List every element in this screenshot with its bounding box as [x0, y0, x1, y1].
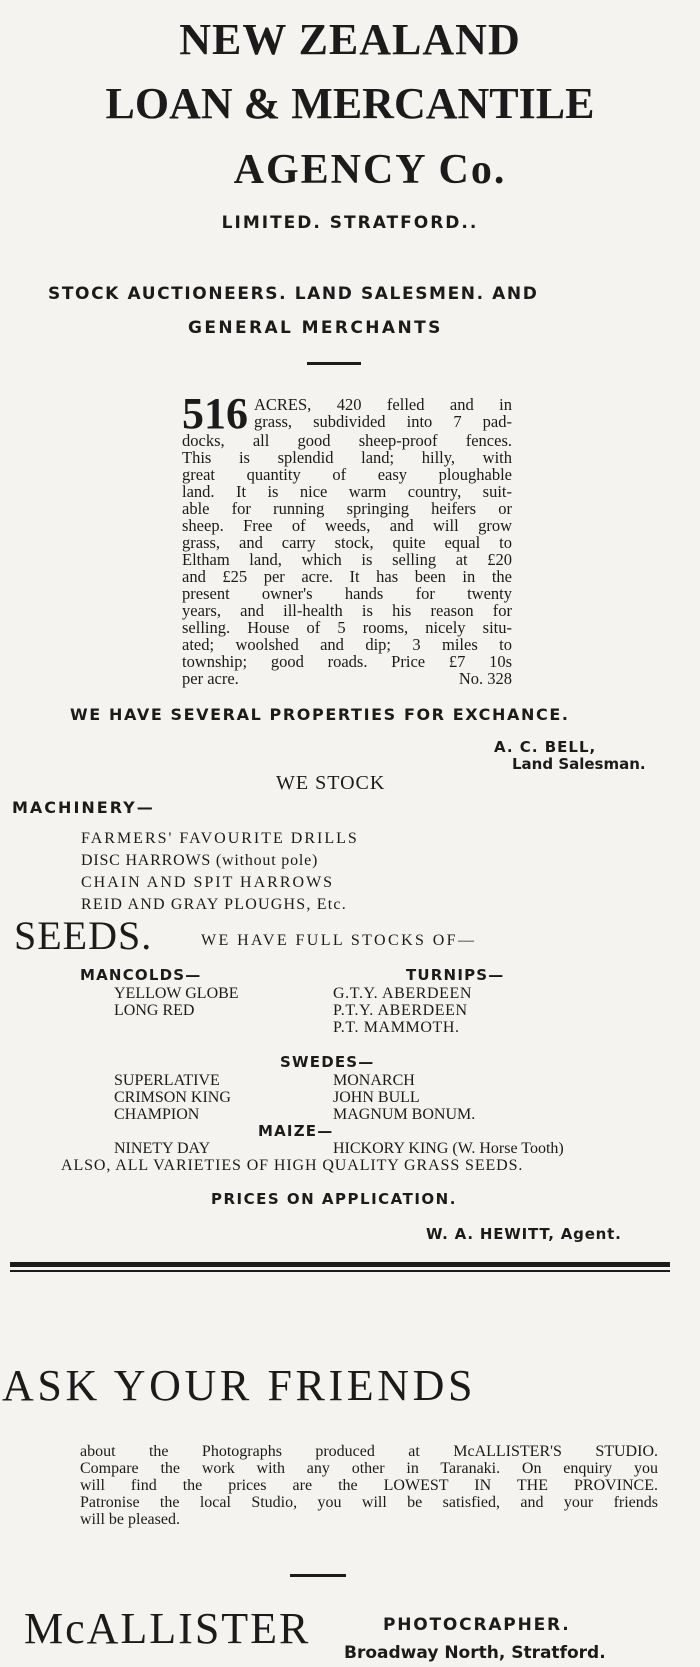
footer-studio-name: McALLISTER — [24, 1604, 311, 1653]
seeds-subheading: WE HAVE FULL STOCKS OF— — [201, 932, 477, 949]
short-rule-2 — [290, 1574, 346, 1577]
machinery-item: CHAIN AND SPIT HARROWS — [81, 874, 335, 891]
listing-number: No. 328 — [458, 669, 512, 688]
ask-line: will find the prices are the LOWEST IN THE PROVINCE. — [80, 1477, 658, 1494]
listing-line: docks, all good sheep-proof fences. — [182, 431, 512, 450]
machinery-item: FARMERS' FAVOURITE DRILLS — [81, 830, 359, 847]
listing-line: ated; woolshed and dip; 3 miles to — [182, 635, 512, 654]
title-line-2: LOAN & MERCANTILE — [105, 79, 595, 128]
exchange-notice: WE HAVE SEVERAL PROPERTIES FOR EXCHANCE. — [70, 705, 570, 724]
title-line-3: AGENCY Co. — [233, 147, 507, 193]
turnips-item: P.T. MAMMOTH. — [333, 1019, 460, 1036]
title-line-1: NEW ZEALAND — [179, 15, 521, 64]
swedes-heading: SWEDES— — [280, 1053, 375, 1071]
listing-line: land. It is nice warm country, suit- — [182, 482, 512, 501]
turnips-heading: TURNIPS— — [406, 966, 505, 984]
short-rule-1 — [307, 362, 361, 365]
listing-line: grass, subdivided into 7 pad- — [254, 412, 512, 431]
swedes-item: SUPERLATIVE — [114, 1072, 220, 1089]
listing-line: great quantity of easy ploughable — [182, 465, 512, 484]
agent-name: W. A. HEWITT, Agent. — [426, 1225, 622, 1243]
tagline-1: STOCK AUCTIONEERS. LAND SALESMEN. AND — [48, 284, 539, 304]
listing-line: ACRES, 420 felled and in — [254, 395, 512, 414]
listing-line: and £25 per acre. It has been in the — [182, 567, 512, 586]
salesman-title: Land Salesman. — [512, 755, 646, 773]
ask-line: will be pleased. — [80, 1511, 180, 1528]
maize-item: HICKORY KING (W. Horse Tooth) — [333, 1140, 564, 1157]
ask-line: Compare the work with any other in Taranaki. On enquiry you — [80, 1460, 658, 1477]
ask-line: Patronise the local Studio, you will be satisfied, and your friends — [80, 1494, 658, 1511]
machinery-item: REID AND GRAY PLOUGHS, Etc. — [81, 896, 347, 913]
listing-line: able for running springing heifers or — [182, 499, 512, 518]
footer-address: Broadway North, Stratford. — [344, 1643, 606, 1663]
mangolds-item: LONG RED — [114, 1002, 195, 1019]
listing-line: Eltham land, which is selling at £20 — [182, 550, 512, 569]
listing-line: selling. House of 5 rooms, nicely situ- — [182, 618, 512, 637]
listing-per-acre: per acre. — [182, 669, 239, 688]
seeds-heading: SEEDS. — [14, 913, 153, 958]
dropcap-acres: 516 — [182, 389, 248, 438]
mangolds-item: YELLOW GLOBE — [114, 985, 239, 1002]
grass-seeds-line: ALSO, ALL VARIETIES OF HIGH QUALITY GRASS SEEDS. — [61, 1157, 524, 1174]
property-listing — [182, 389, 512, 688]
subtitle: LIMITED. STRATFORD.. — [221, 213, 479, 233]
swedes-item: MAGNUM BONUM. — [333, 1106, 476, 1123]
maize-item: NINETY DAY — [114, 1140, 211, 1157]
ask-line: about the Photographs produced at McALLISTER'S STUDIO. — [80, 1443, 658, 1460]
divider-thick — [10, 1262, 670, 1267]
swedes-item: CHAMPION — [114, 1106, 200, 1123]
prices-notice: PRICES ON APPLICATION. — [211, 1190, 457, 1208]
footer-role: PHOTOCRAPHER. — [383, 1615, 571, 1635]
divider-thin — [10, 1270, 670, 1272]
listing-line: This is splendid land; hilly, with — [182, 448, 512, 467]
turnips-item: G.T.Y. ABERDEEN — [333, 985, 473, 1002]
listing-line: grass, and carry stock, quite equal to — [182, 533, 512, 552]
we-stock-heading: WE STOCK — [276, 772, 386, 794]
swedes-item: MONARCH — [333, 1072, 415, 1089]
top-noise-strip — [0, 0, 700, 14]
swedes-item: CRIMSON KING — [114, 1089, 231, 1106]
ask-paragraph — [80, 1443, 658, 1528]
turnips-item: P.T.Y. ABERDEEN — [333, 1002, 468, 1019]
maize-heading: MAIZE— — [258, 1122, 334, 1140]
swedes-item: JOHN BULL — [333, 1089, 420, 1106]
ask-heading: ASK YOUR FRIENDS — [2, 1361, 477, 1410]
listing-line: present owner's hands for twenty — [182, 584, 512, 603]
machinery-item: DISC HARROWS (without pole) — [81, 852, 319, 869]
listing-line: years, and ill-health is his reason for — [182, 601, 512, 620]
listing-line: township; good roads. Price £7 10s — [182, 652, 512, 671]
listing-last-line — [182, 670, 512, 687]
salesman-name: A. C. BELL, — [494, 738, 597, 756]
listing-line: sheep. Free of weeds, and will grow — [182, 516, 512, 535]
tagline-2: GENERAL MERCHANTS — [188, 318, 443, 338]
machinery-heading: MACHINERY— — [12, 798, 155, 817]
mangolds-heading: MANCOLDS— — [80, 966, 202, 984]
